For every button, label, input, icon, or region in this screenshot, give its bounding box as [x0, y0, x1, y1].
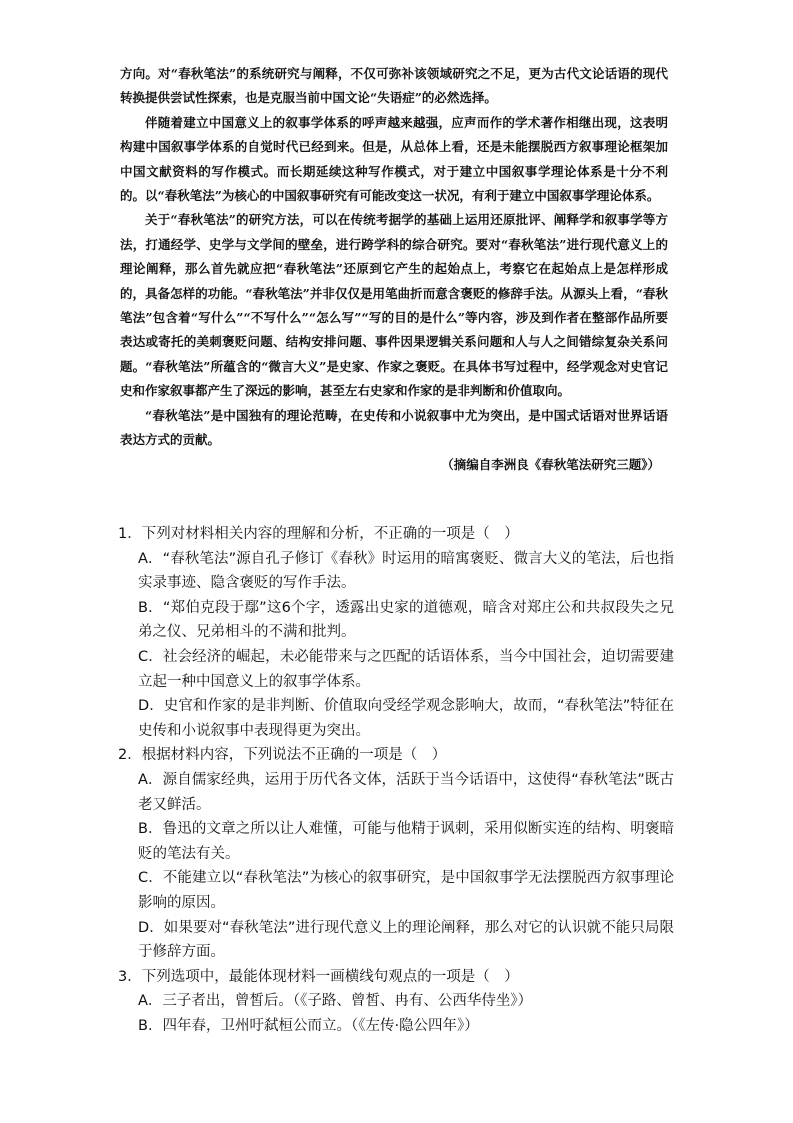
- passage-paragraph: 伴随着建立中国意义上的叙事学体系的呼声越来越强，应声而作的学术著作相继出现，这表明构建中国叙事学体系的自觉时代已经到来。但是，从总体上看，还是未能摆脱西方叙事理论框架加中国文献资料的写作模式。而长期延续这种写作模式，对于建立中国叙事学理论体系是十分不利的。以“春秋笔法”为核心的中国叙事研究有可能改变这一状况，有利于建立中国叙事学理论体系。: [120, 114, 668, 204]
- passage-paragraph: “春秋笔法”是中国独有的理论范畴，在史传和小说叙事中尤为突出，是中国式话语对世界话语表达方式的贡献。: [120, 407, 668, 448]
- option-d: D．如果要对“春秋笔法”进行现代意义上的理论阐释，那么对它的认识就不能只局限于修辞方面。: [138, 919, 674, 961]
- question-1: [118, 522, 674, 743]
- question-3: [118, 965, 674, 1039]
- option-a: A．源自儒家经典，运用于历代各文体，活跃于当今话语中，这使得“春秋笔法”既古老又鲜活。: [138, 771, 674, 813]
- question-stem: 1．下列对材料相关内容的理解和分析，不正确的一项是（ ）: [118, 526, 519, 542]
- option-c: C．社会经济的崛起，未必能带来与之匹配的话语体系，当今中国社会，迫切需要建立起一种中国意义上的叙事学体系。: [138, 648, 674, 690]
- option-a: A．三子者出，曾皙后。（《子路、曾皙、冉有、公西华侍坐》）: [138, 993, 533, 1010]
- option-b: B．四年春，卫州吁弑桓公而立。（《左传·隐公四年》）: [138, 1017, 479, 1034]
- passage-source: （摘编自李洲良《春秋笔法研究三题》）: [441, 456, 660, 472]
- option-d: D．史官和作家的是非判断、价值取向受经学观念影响大，故而，“春秋笔法”特征在史传和小说叙事中表现得更为突出。: [138, 698, 674, 739]
- option-a: A．“春秋笔法”源自孔子修订《春秋》时运用的暗寓褒贬、微言大义的笔法，后也指实录事迹、隐含褒贬的写作手法。: [138, 550, 674, 592]
- passage-paragraph: 方向。对“春秋笔法”的系统研究与阐释，不仅可弥补该领域研究之不足，更为古代文论话语的现代转换提供尝试性探索，也是克服当前中国文论“失语症”的必然选择。: [120, 66, 668, 106]
- reading-passage: [120, 62, 668, 477]
- question-stem: 2．根据材料内容，下列说法不正确的一项是（ ）: [118, 747, 447, 764]
- passage-paragraph: 关于“春秋笔法”的研究方法，可以在传统考据学的基础上运用还原批评、阐释学和叙事学等方法，打通经学、史学与文学间的壁垒，进行跨学科的综合研究。要对“春秋笔法”进行现代意义上的理论阐释，那么首先就应把“春秋笔法”还原到它产生的起始点上，考察它在起始点上是怎样形成的，具备怎样的功能。“春秋笔法”并非仅仅是用笔曲折而意含褒贬的修辞手法。从源头上看，“春秋笔法”包含着“写什么”“不写什么”“怎么写”“写的目的是什么”等内容，涉及到作者在整部作品所要表达或寄托的美刺褒贬问题、结构安排问题、事件因果逻辑关系问题和人与人之间错综复杂关系问题。“春秋笔法”所蕴含的“微言大义”是史家、作家之褒贬。在具体书写过程中，经学观念对史官记史和作家叙事都产生了深远的影响，甚至左右史家和作家的是非判断和价值取向。: [120, 212, 668, 399]
- option-b: B．“郑伯克段于鄢”这6个字，透露出史家的道德观，暗含对郑庄公和共叔段失之兄弟之仪、兄弟相斗的不满和批判。: [138, 599, 674, 641]
- question-stem: 3．下列选项中，最能体现材料一画横线句观点的一项是（ ）: [118, 968, 519, 985]
- option-b: B．鲁迅的文章之所以让人难懂，可能与他精于讽刺，采用似断实连的结构、明褒暗贬的笔法有关。: [138, 821, 674, 862]
- question-2: [118, 743, 674, 964]
- option-c: C．不能建立以“春秋笔法”为核心的叙事研究，是中国叙事学无法摆脱西方叙事理论影响的原因。: [138, 870, 674, 911]
- question-list: [118, 522, 674, 1038]
